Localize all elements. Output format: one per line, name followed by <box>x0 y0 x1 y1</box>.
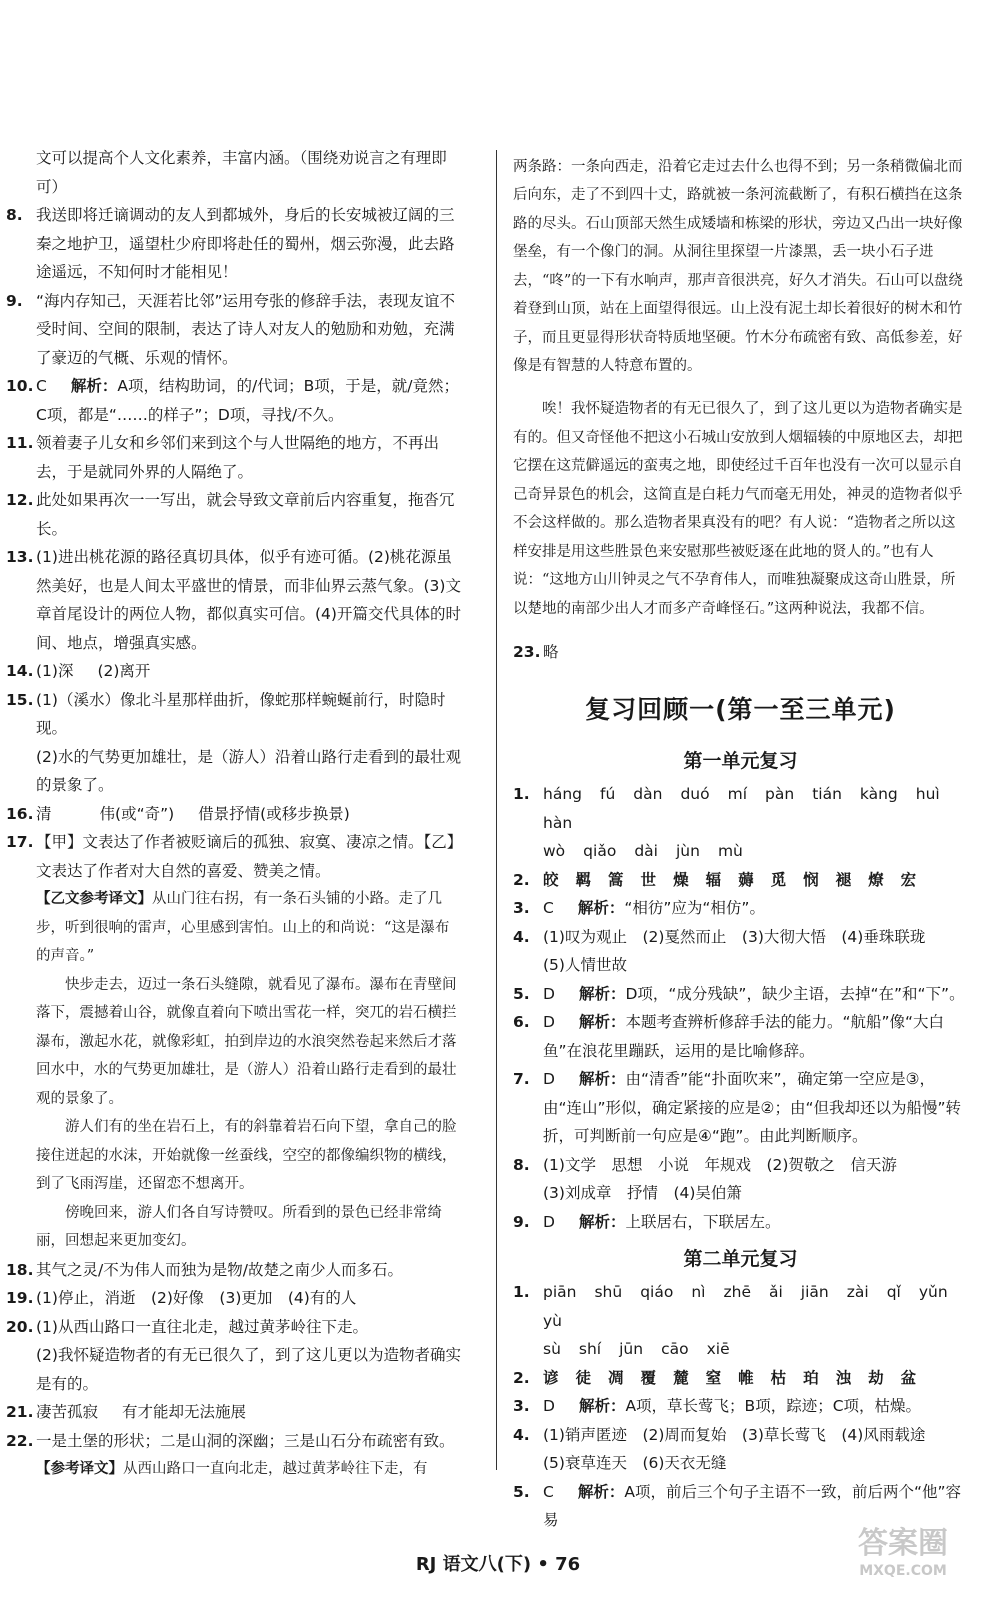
pinyin-item: kàng <box>859 785 898 803</box>
translation-continuation: 两条路：一条向西走，沿着它走过去什么也得不到；另一条稍微偏北而后向东，走了不到四十丈，路就被一条河流截断了，有积石横挡在这条路的尽头。石山顶部天然生成矮墙和栋梁的形状，旁边又凸出一块好像堡垒，有一个像门的洞。从洞往里探望一片漆黑，丢一块小石子进去，“咚”的一下有水响声，那声音很洪亮，好久才消失。石山可以盘绕着登到山顶，站在上面望得很远。山上没有泥土却长着很好的树木和竹子，而且更显得形状奇特质地坚硬。竹木分布疏密有致、高低参差，好像是有智慧的人特意布置的。 <box>513 158 963 374</box>
char-item: 劫 <box>868 1368 884 1387</box>
section-title: 复习回顾一(第一至三单元) <box>585 695 896 724</box>
pinyin-item: zhē <box>723 1283 751 1301</box>
u1-answer-1: 1. háng fú dàn duó mí pàn tián kàng huìhàn wò qiǎo dài jùn mù <box>513 780 968 866</box>
char-item: 凋 <box>608 1368 624 1387</box>
char-item: 覆 <box>640 1368 657 1387</box>
answer-19: 19. (1)停止，消逝 (2)好像 (3)更加 (4)有的人 <box>6 1289 357 1307</box>
pinyin-item: fú <box>600 785 616 803</box>
pinyin-item: jiān <box>800 1283 829 1301</box>
char-item: 窒 <box>705 1368 722 1387</box>
pinyin-item: mù <box>717 842 743 860</box>
pinyin-item: mí <box>727 785 748 803</box>
pinyin-item: huì <box>915 785 940 803</box>
u1-answer-9: 9. D 解析：上联居右，下联居左。 <box>513 1212 781 1231</box>
answer-22: 22. 一是土堡的形状；二是山洞的深幽；三是山石分布疏密有致。 【参考译文】从西山路口一直向北走，越过黄茅岭往下走，有 <box>6 1431 455 1477</box>
pinyin-item: nì <box>691 1283 706 1301</box>
char-item: 薅 <box>738 870 754 889</box>
char-item: 帷 <box>738 1368 754 1387</box>
char-item: 世 <box>640 870 657 889</box>
pinyin-item: jūn <box>619 1340 644 1358</box>
answer-12: 12. 此处如果再次一一写出，就会导致文章前后内容重复，拖沓冗长。 <box>6 491 455 538</box>
answer-11: 11. 领着妻子儿女和乡邻们来到这个与人世隔绝的地方，不再出去，于是就同外界的人隔绝了。 <box>6 434 440 481</box>
u2-answer-2: 2. 谚 徒 凋 覆 麓 窒 帷 枯 珀 浊 劫 盆 <box>513 1364 968 1393</box>
translation-paragraph: 唉！我怀疑造物者的有无已很久了，到了这儿更以为造物者确实是有的。但又奇怪他不把这小石城山安放到人烟辐辏的中原地区去，却把它摆在这荒僻遥远的蛮夷之地，即使经过千百年也没有一次可以显示自己奇异景色的机会，这简直是白耗力气而毫无用处，神灵的造物者似乎不会这样做的。那么造物者果真没有的吧？有人说：“造物者之所以这样安排是用这些胜景色来安慰那些被贬逐在此地的贤人的。”也有人说：“这地方山川钟灵之气不孕育伟人，而唯独凝聚成这奇山胜景，所以楚地的南部少出人才而多产奇峰怪石。”这两种说法，我都不信。 <box>513 401 963 617</box>
u1-answer-3: 3. C 解析：“相彷”应为“相仿”。 <box>513 899 765 917</box>
char-item: 珀 <box>803 1368 819 1387</box>
pinyin-item: ǎi <box>768 1283 783 1301</box>
watermark-sub: MXQE.COM <box>859 1563 947 1579</box>
pinyin-item: qǐ <box>886 1283 901 1301</box>
answer-10: 10. C 解析：A项，结构助词，的/代词；B项，于是，就/竟然；C项，都是“……的样子”；D项，寻找/不久。 <box>6 377 460 424</box>
answer-14: 14. (1)深 (2)离开 <box>6 662 151 680</box>
pinyin-item: dài <box>634 842 658 860</box>
char-item: 觅 <box>770 870 787 889</box>
char-line <box>543 1364 968 1393</box>
pinyin-item: zài <box>846 1283 869 1301</box>
left-column <box>6 144 461 1484</box>
u2-answer-5: 5. C 解析：A项，前后三个句子主语不一致，前后两个“他”容易 <box>513 1482 962 1529</box>
answer-15: 15. (1)（溪水）像北斗星那样曲折，像蛇那样蜿蜒前行，时隐时现。 (2)水的气势更加雄壮，是（游人）沿着山路行走看到的最壮观的景象了。 <box>6 690 461 794</box>
right-column <box>513 138 968 1535</box>
pinyin-item: qiǎo <box>583 842 617 860</box>
answer-16: 16. 清 伟(或“奇”) 借景抒情(或移步换景) <box>6 804 350 823</box>
answer-13: 13. (1)进出桃花源的路径真切具体，似乎有迹可循。(2)桃花源虽然美好，也是人间太平盛世的情景，而非仙界云蒸气象。(3)文章首尾设计的两位人物，都似真实可信。(4)开篇交代具体的时间、地点，增强真实感。 <box>6 548 461 652</box>
pinyin-item: yù <box>543 1311 562 1330</box>
u2-answer-4: 4. (1)销声匿迹 (2)周而复始 (3)草长莺飞 (4)风雨载途 (5)衰草连天 (6)天衣无缝 <box>513 1425 926 1472</box>
page-footer: RJ 语文八(下) • 76 <box>415 1554 581 1575</box>
pinyin-line <box>543 1335 968 1364</box>
u2-answer-3: 3. D 解析：A项，草长莺飞；B项，踪迹；C项，枯燥。 <box>513 1397 922 1415</box>
pinyin-item: tián <box>812 785 842 803</box>
char-item: 篙 <box>608 870 624 889</box>
char-item: 皎 <box>543 870 559 889</box>
pinyin-item: cāo <box>661 1340 689 1358</box>
pinyin-item: shū <box>594 1283 623 1301</box>
unit1-title: 第一单元复习 <box>683 750 798 772</box>
answer-21: 21. 凄苦孤寂 有才能却无法施展 <box>6 1403 247 1421</box>
char-item: 褪 <box>835 870 852 889</box>
pinyin-item: shí <box>578 1340 602 1358</box>
answer-23: 23. 略 <box>513 642 559 661</box>
pinyin-line <box>543 780 968 837</box>
pinyin-item: hàn <box>543 813 573 832</box>
char-item: 燥 <box>673 870 689 889</box>
pinyin-item: qiáo <box>640 1283 674 1301</box>
answer-20: 20. (1)从西山路口一直往北走，越过黄茅岭往下走。 (2)我怀疑造物者的有无已很久了，到了这儿更以为造物者确实是有的。 <box>6 1317 461 1393</box>
char-item: 谚 <box>543 1368 559 1387</box>
char-item: 枯 <box>770 1368 787 1387</box>
char-item: 浊 <box>835 1368 852 1387</box>
char-item: 悯 <box>803 870 819 889</box>
pinyin-item: piān <box>543 1283 577 1301</box>
u1-answer-4: 4. (1)叹为观止 (2)戛然而止 (3)大彻大悟 (4)垂珠联珑 (5)人情世故 <box>513 927 926 974</box>
column-divider <box>496 150 497 1470</box>
u2-answer-1: 1. piān shū qiáo nì zhē ǎi jiān zài qǐ yǔnyù sù shí jūn cāo xiē <box>513 1278 968 1364</box>
pinyin-item: pàn <box>765 785 795 803</box>
char-item: 辐 <box>705 870 722 889</box>
answer-18: 18. 其气之灵/不为伟人而独为是物/故楚之南少人而多石。 <box>6 1260 403 1279</box>
char-item: 宏 <box>900 870 917 889</box>
pinyin-item: xiē <box>706 1340 730 1358</box>
answer-continuation: 文可以提高个人文化素养，丰富内涵。（围绕劝说言之有理即可） <box>36 149 447 196</box>
pinyin-item: háng <box>543 785 582 803</box>
u1-answer-6: 6. D 解析：本题考查辨析修辞手法的能力。“航船”像“大白鱼”在浪花里蹦跃，运用的是比喻修辞。 <box>513 1013 945 1060</box>
char-line <box>543 866 968 895</box>
answer-8: 8. 我送即将迁谪调动的友人到都城外，身后的长安城被辽阔的三秦之地护卫，遥望杜少府即将赴任的蜀州，烟云弥漫，此去路途遥远，不知何时才能相见！ <box>6 206 455 281</box>
pinyin-item: duó <box>680 785 710 803</box>
unit2-title: 第二单元复习 <box>683 1248 798 1270</box>
char-item: 盆 <box>900 1368 917 1387</box>
char-item: 麓 <box>673 1368 689 1387</box>
pinyin-line <box>543 837 968 866</box>
char-item: 羁 <box>575 870 592 889</box>
char-item: 燎 <box>868 870 884 889</box>
pinyin-item: jùn <box>675 842 700 860</box>
watermark-logo <box>828 1525 978 1595</box>
pinyin-line <box>543 1278 968 1335</box>
pinyin-item: dàn <box>633 785 663 803</box>
u1-answer-5: 5. D 解析：D项，“成分残缺”，缺少主语，去掉“在”和“下”。 <box>513 984 965 1003</box>
pinyin-item: wò <box>543 842 566 860</box>
pinyin-item: sù <box>543 1340 561 1358</box>
u1-answer-2: 2. 皎 羁 篙 世 燥 辐 薅 觅 悯 褪 燎 宏 <box>513 866 968 895</box>
pinyin-item: yǔn <box>918 1283 948 1301</box>
u1-answer-8: 8. (1)文学 思想 小说 年规戏 (2)贺敬之 信天游 (3)刘成章 抒情 (4)吴伯箫 <box>513 1155 897 1202</box>
answer-17: 17. 【甲】文表达了作者被贬谪后的孤独、寂寞、凄凉之情。【乙】文表达了作者对大自然的喜爱、赞美之情。 【乙文参考译文】从山门往右拐，有一条石头铺的小路。走了几步，听到很响的雷声，心里感到害怕。山上的和尚说：“这是瀑布的声音。” 快步走去，迈过一条石头缝隙，就看见了瀑布。瀑布在青壁间落下，震撼着山谷，就像直着向下喷出雪花一样，突兀的岩石横拦瀑布，激起水花，就像彩虹，拍到岸边的水浪突然卷起来然后才落回水中，水的气势更加雄壮，是（游人）沿着山路行走看到的最壮观的景象了。 游人们有的坐在岩石上，有的斜靠着岩石向下望，拿自己的脸接住迸起的水沫，开始就像一丝蚕线，空空的都像编织物的横线，到了飞雨泻崖，还留恋不想离开。 傍晚回来，游人们各自写诗赞叹。所看到的景色已经非常绮丽，回想起来更加变幻。 <box>6 833 457 1249</box>
u1-answer-7: 7. D 解析：由“清香”能“扑面吹来”，确定第一空应是③，由“连山”形似，确定紧接的应是②；由“但我却还以为船慢”转折，可判断前一句应是④“跑”。由此判断顺序。 <box>513 1070 962 1145</box>
char-item: 徒 <box>575 1368 592 1387</box>
watermark-main: 答案圈 <box>858 1526 948 1561</box>
answer-9: 9. “海内存知己，天涯若比邻”运用夸张的修辞手法，表现友谊不受时间、空间的限制，表达了诗人对友人的勉励和劝勉，充满了豪迈的气概、乐观的情怀。 <box>6 291 456 367</box>
